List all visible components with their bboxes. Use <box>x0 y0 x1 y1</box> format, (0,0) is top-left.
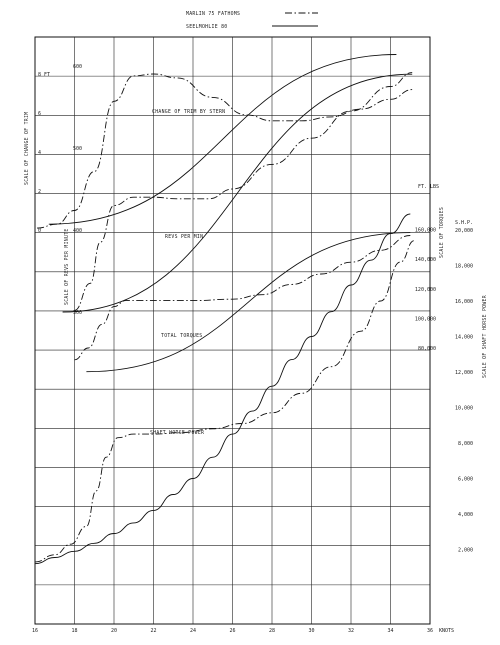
right-axis-hp-unit: S.H.P. <box>455 220 474 226</box>
series-line-revs-per-min-marlin <box>75 73 413 311</box>
hp-tick-label: 10,000 <box>454 405 473 412</box>
annotation-revs-per-min: REVS PER MIN <box>165 235 204 240</box>
series-line-total-torques-marlin <box>75 236 411 360</box>
left-axis-revs <box>73 0 94 316</box>
x-tick-label: 34 <box>387 628 394 634</box>
x-axis-label: KNOTS <box>439 628 455 634</box>
trim-tick-label: 8 FT <box>38 72 51 78</box>
hp-tick-label: 14,000 <box>454 334 473 341</box>
torque-tick-label: 80,000 <box>417 346 436 352</box>
x-tick-label: 26 <box>229 628 236 634</box>
torque-tick-label: 140,000 <box>414 257 436 264</box>
torque-tick-label: 100,000 <box>414 316 436 323</box>
x-tick-label: 20 <box>110 628 118 634</box>
annotation-shaft-horse-power: SHAFT HORSE POWER <box>150 431 205 436</box>
hp-tick-label: 4,000 <box>457 512 473 518</box>
right-axis-torque <box>415 228 436 352</box>
series-line-shaft-horse-power-marlin <box>35 241 414 562</box>
x-tick-label: 28 <box>268 628 276 634</box>
hp-tick-label: 6,000 <box>457 476 473 483</box>
right-axis-torque-label: SCALE OF TORQUES <box>440 206 445 258</box>
series-group <box>35 55 414 564</box>
hp-tick-label: 16,000 <box>454 299 473 305</box>
series-line-change-of-trim-by-stern-seelmohlie <box>49 55 397 225</box>
revs-tick-label: 600 <box>73 64 83 70</box>
grid-lines <box>35 37 430 624</box>
x-tick-label: 32 <box>347 628 355 634</box>
x-tick-label: 22 <box>150 628 157 634</box>
left-axis-trim <box>38 72 50 234</box>
hp-tick-label: 18,000 <box>454 263 473 270</box>
torque-tick-label: 160,000 <box>414 227 436 234</box>
right-axis-horsepower <box>455 228 473 554</box>
right-axis-hp-label: SCALE OF SHAFT HORSE POWER <box>483 295 488 378</box>
right-axis-torque-unit: FT. LBS <box>418 184 440 190</box>
legend-label-seelmohlie: SEELMOHLIE 80 <box>186 25 228 30</box>
hp-tick-label: 2,000 <box>457 547 473 554</box>
trim-tick-label: 0 <box>38 228 42 234</box>
trim-tick-label: 4 <box>38 150 42 156</box>
annotation-change-of-trim: CHANGE OF TRIM BY STERN <box>152 110 226 115</box>
x-tick-label: 36 <box>426 628 434 634</box>
torque-tick-label: 120,000 <box>414 286 436 293</box>
revs-tick-label: 400 <box>73 228 83 234</box>
hp-tick-label: 12,000 <box>454 370 473 376</box>
hp-tick-label: 8,000 <box>457 441 473 447</box>
trim-tick-label: 6 <box>38 111 42 117</box>
left-axis-revs-label: SCALE OF REVS PER MINUTE <box>65 228 70 305</box>
series-line-change-of-trim-by-stern-marlin <box>37 74 412 228</box>
left-axis-trim-label: SCALE OF CHANGE OF TRIM <box>25 111 30 185</box>
x-tick-label: 24 <box>189 628 197 634</box>
x-tick-label: 30 <box>308 628 315 634</box>
hp-tick-label: 20,000 <box>454 228 473 234</box>
x-tick-label: 18 <box>71 628 78 634</box>
legend-label-marlin: MARLIN 75 FATHOMS <box>186 12 241 17</box>
series-line-total-torques-seelmohlie <box>86 233 410 372</box>
x-axis <box>32 628 433 634</box>
annotation-total-torques: TOTAL TORQUES <box>161 334 203 339</box>
revs-tick-label: 500 <box>73 146 83 152</box>
x-tick-label: 16 <box>31 628 39 634</box>
trim-tick-label: 2 <box>38 189 42 195</box>
legend <box>186 11 318 30</box>
revs-tick-label: 300 <box>73 310 83 316</box>
